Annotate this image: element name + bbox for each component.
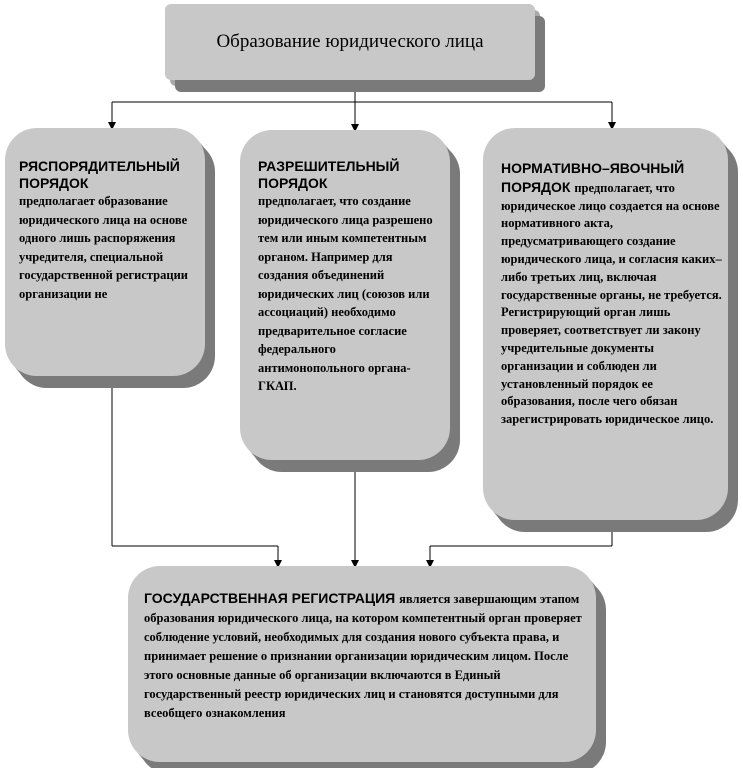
normative-order-text: предполагает, что юридическое лицо создается на основе нормативного акта, предусматривающего создание юридического лица, и согласия каких–либо третьих лиц, включая государственные органы, не требуется. Регистрирующий орган лишь проверяет, соответствует ли закону учредительные документы организации и соблюден ли установленный порядок ее образования, после чего обязан зарегистрировать юридическое лицо. xyxy=(501,180,722,427)
administrative-order-box xyxy=(5,128,205,376)
formation-title: Образование юридического лица xyxy=(216,31,484,52)
permissive-order-box xyxy=(240,130,450,460)
administrative-order-text: предполагает образование юридического лица на основе одного лишь распоряжения учредителя, специальной государственной регистрации организации не xyxy=(19,194,188,301)
state-registration-box xyxy=(128,566,596,762)
state-registration-heading: ГОСУДАРСТВЕННАЯ РЕГИСТРАЦИЯ xyxy=(144,590,400,606)
normative-order-box xyxy=(483,128,728,520)
permissive-order-text: предполагает, что создание юридического лица разрешено тем или иным компетентным органом. Например для создания объединений юридических лиц (союзов или ассоциаций) необходимо предварительное согласие федерального антимонопольного органа- ГКАП. xyxy=(258,194,433,393)
formation-title-box xyxy=(165,4,535,80)
permissive-order-heading: РАЗРЕШИТЕЛЬНЫЙ ПОРЯДОК xyxy=(258,158,400,191)
normative-order-heading: НОРМАТИВНО–ЯВОЧНЫЙ ПОРЯДОК xyxy=(501,160,685,195)
state-registration-text: является завершающим этапом образования юридического лица, на котором компетентный орган проверяет соблюдение условий, необходимых для создания нового субъекта права, и принимает решение о признании организации юридическим лицом. После этого основные данные об организации включаются в Единый государственный реестр юридических лиц и становятся доступными для всеобщего ознакомления xyxy=(144,592,582,720)
administrative-order-heading: РЯСПОРЯДИТЕЛЬНЫЙ ПОРЯДОК xyxy=(19,158,180,191)
